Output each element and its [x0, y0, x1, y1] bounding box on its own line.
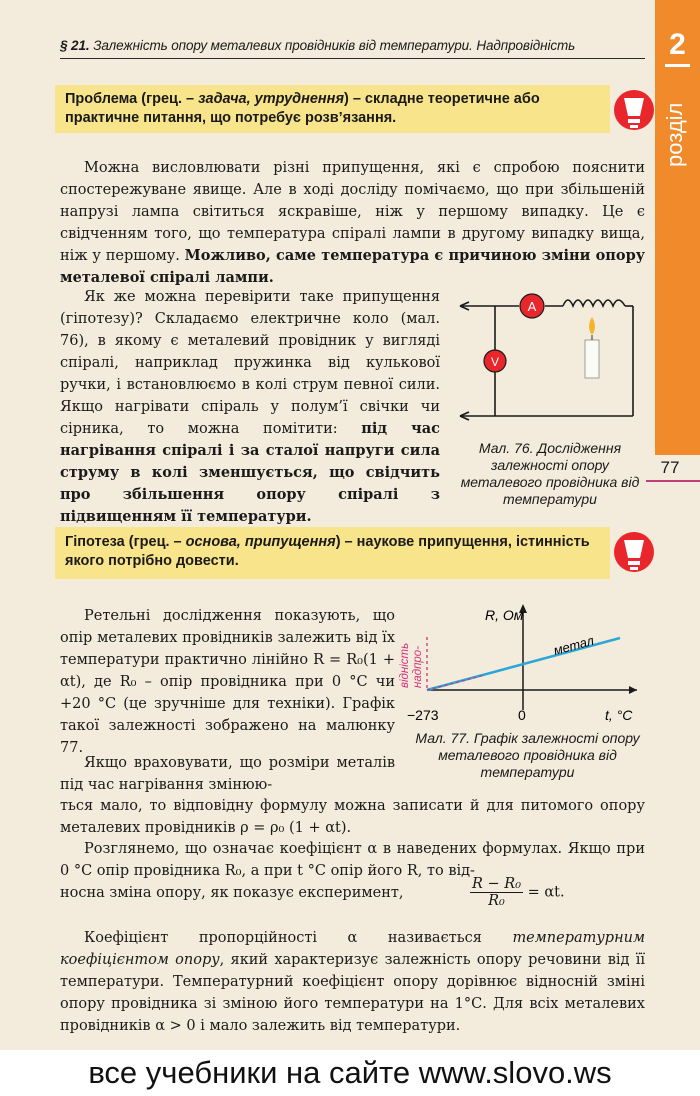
tick-zero: 0	[518, 707, 526, 723]
paragraph-1-text: Можна висловлювати різні припущення, які є спробою пояснити спостережуване явище. Але в ході досліду помічаємо, що при збільшеній напрузі лампа світиться яскравіше, ніж у першому випадку. Це є свідченням того, що температура спіралі лампи в другому випадку вища, ніж у першому.	[60, 160, 645, 264]
paragraph-8-text-1: Коефіцієнт пропорційності α називається	[84, 930, 513, 946]
figure-76-caption: Мал. 76. Дослідження залежності опору металевого провідника від температури	[460, 440, 640, 507]
chapter-label: розділ	[662, 102, 687, 168]
metal-label: метал	[551, 632, 596, 658]
formula-rhs: = αt.	[527, 884, 565, 901]
paragraph-2	[60, 286, 440, 528]
x-axis-label: t, °С	[605, 707, 633, 723]
problem-lead: (грец. –	[141, 91, 199, 107]
superconductivity-label	[399, 643, 424, 688]
paragraph-3: Ретельні дослідження показують, що опір металевих провідників залежить від їх температури практично лінійно R = R₀(1 + αt), де R₀ – опір провідника при 0 °С чи +20 °С (це зручніше для техніки). Графік такої залежності зображено на малюнку 77.	[60, 608, 395, 756]
superconductivity-label-2: відність	[399, 642, 411, 688]
hypothesis-term: Гіпотеза	[65, 534, 125, 550]
relative-change-formula	[470, 876, 580, 909]
tick-minus-273: −273	[407, 707, 439, 723]
x-axis-arrow	[629, 686, 637, 694]
section-number: § 21.	[60, 38, 90, 53]
formula-denominator: R₀	[488, 893, 505, 909]
resistance-graph	[399, 600, 650, 725]
problem-definition-box	[55, 85, 610, 133]
site-footer: все учебники на сайте www.slovo.ws	[0, 1050, 700, 1096]
voltmeter-label: V	[490, 355, 500, 369]
paragraph-4: Якщо враховувати, що розміри металів під час нагрівання змінюю-	[60, 755, 395, 793]
chapter-number: 2	[669, 28, 686, 61]
chapter-tab	[655, 0, 700, 455]
candle-icon	[585, 317, 599, 378]
problem-rest: ) – складне теоретичне або практичне питання, що потребує розв’язання.	[65, 91, 540, 126]
running-header	[60, 38, 645, 59]
paragraph-2-text: Як же можна перевірити таке припущення (гіпотезу)? Складаємо електричне коло (мал. 76), в якому є металевий провідник у вигляді спіралі, наприклад пружинка від кулькової ручки, і встановлюємо в колі струм певної сили. Якщо нагрівати спіраль у полум’ї свічки чи сірника, то можна помітити:	[60, 289, 440, 437]
paragraph-8-text-2: , який характеризує залежність опору речовини від її температури. Температурний коефіцієнт опору дорівнює відносній зміні опору провідника зі зміною його температури на 1°С. Для всіх металевих провідників α > 0 і мало залежить від температури.	[60, 952, 645, 1034]
ammeter-label: A	[527, 299, 537, 314]
coil-spiral	[563, 300, 625, 306]
hypothesis-definition-box	[55, 527, 610, 579]
hypothesis-italic: основа, припущення	[185, 534, 336, 550]
formula-numerator: R − R₀	[472, 876, 522, 892]
hypothesis-lead: (грец. –	[128, 534, 186, 550]
lamp-icon	[612, 86, 656, 136]
problem-term: Проблема	[65, 91, 138, 107]
y-axis-label: R, Ом	[485, 607, 524, 623]
hypothesis-rest: ) – наукове припущення, істинність якого потрібно довести.	[65, 534, 590, 569]
lamp-icon	[612, 528, 656, 578]
paragraph-7: носна зміна опору, як показує експеримент,	[60, 885, 404, 901]
page-number-rule	[646, 480, 700, 482]
figure-77-caption: Мал. 77. Графік залежності опору металевого провідника від температури	[415, 730, 640, 780]
paragraph-6: Розглянемо, що означає коефіцієнт α в наведених формулах. Якщо при 0 °С опір провідника R₀, а при t °С опір його R, то від-	[60, 841, 645, 879]
paragraph-8	[60, 927, 645, 1037]
chapter-divider	[665, 64, 690, 67]
section-title: Залежність опору металевих провідників від температури. Надпровідність	[93, 38, 576, 53]
paragraph-2-bold: під час нагрівання спіралі і за сталої напруги сила струму в колі зменшується, що свідчить про збільшення опору спіралі з підвищенням її температури.	[60, 420, 440, 525]
paragraph-1	[60, 157, 645, 289]
paragraph-5: ться мало, то відповідну формулу можна записати й для питомого опору металевих провідників ρ = ρ₀ (1 + αt).	[60, 798, 645, 836]
paragraph-8-italic: температурним коефіцієнтом опору	[60, 930, 645, 968]
superconductivity-label-1: надпро-	[412, 645, 424, 688]
page-number: 77	[660, 458, 680, 477]
circuit-diagram	[455, 288, 645, 428]
paragraph-1-bold: Можливо, саме температура є причиною зміни опору металевої спіралі лампи.	[60, 247, 646, 286]
problem-italic: задача, утруднення	[198, 91, 344, 107]
